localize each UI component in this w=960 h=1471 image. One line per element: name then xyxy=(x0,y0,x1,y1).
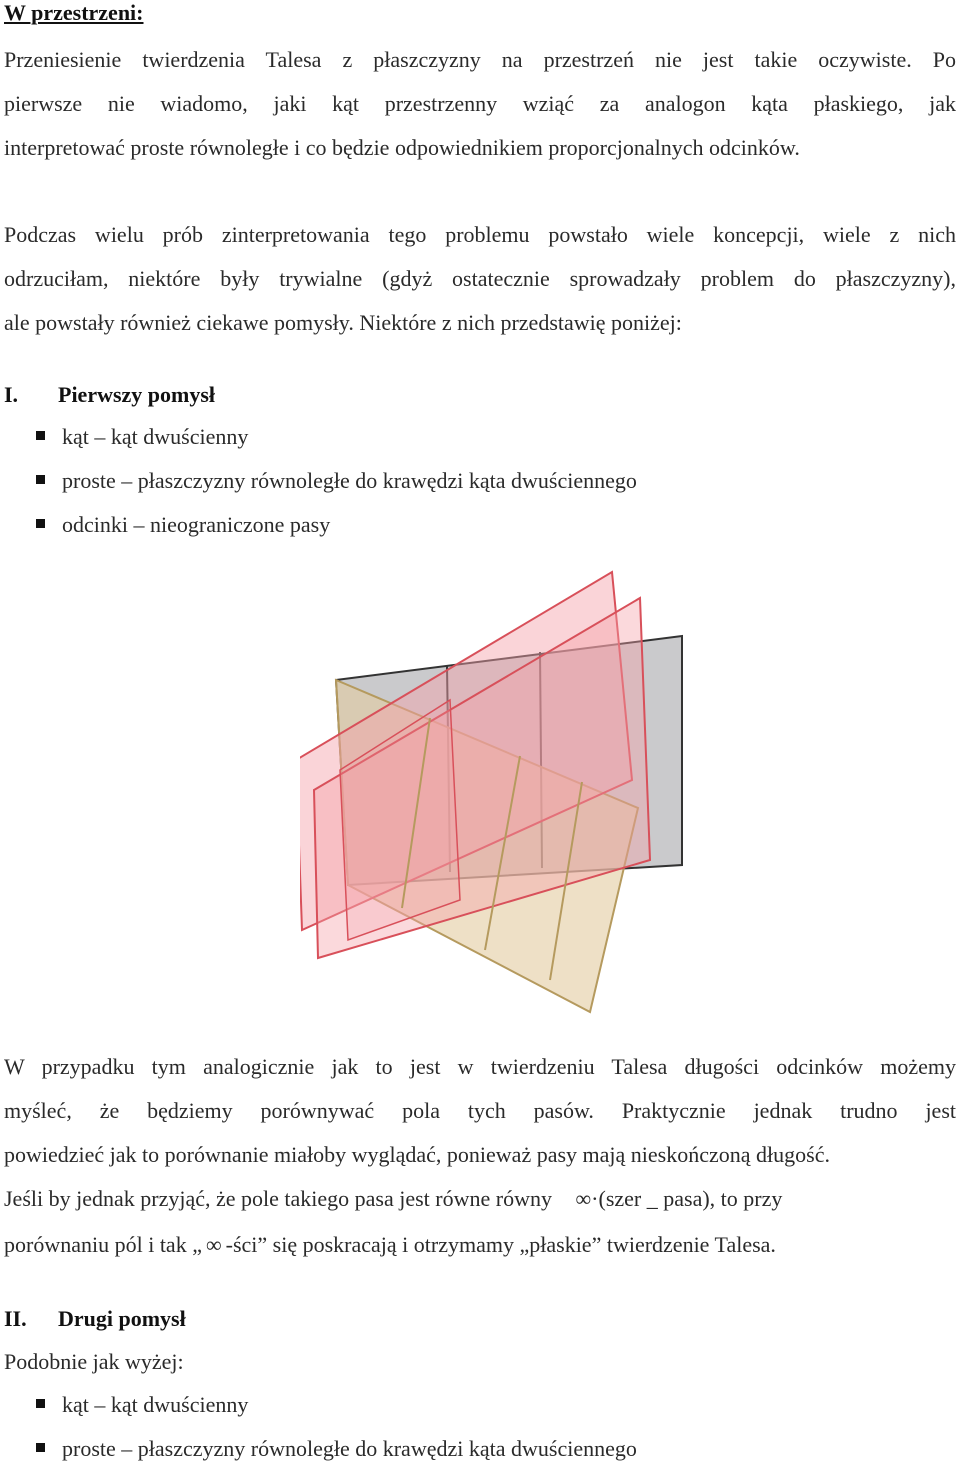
text-line: interpretować proste równoległe i co będzie odpowiednikiem proporcjonalnych odcinków. xyxy=(4,135,800,160)
section-first-idea xyxy=(4,382,215,408)
text-line: ale powstały również ciekawe pomysły. Niektóre z nich przedstawię poniżej: xyxy=(4,310,682,335)
bullet-square-icon xyxy=(36,1443,45,1452)
second-idea-list xyxy=(36,1383,637,1471)
section-heading: W przestrzeni: xyxy=(4,0,144,25)
text-line: powiedzieć jak to porównanie miałoby wyglądać, ponieważ pasy mają nieskończoną długość. xyxy=(4,1142,830,1167)
section-number: I. xyxy=(4,382,19,407)
dihedral-planes-figure xyxy=(300,560,740,1030)
text-line: Podczas wielu prób zinterpretowania tego problemu powstało wiele koncepcji, wiele z nich xyxy=(4,222,956,247)
bullet-square-icon xyxy=(36,1399,45,1408)
text-line: pierwsze nie wiadomo, jaki kąt przestrzenny wziąć za analogon kąta płaskiego, jak xyxy=(4,91,956,116)
intro-line: Podobnie jak wyżej: xyxy=(4,1349,184,1374)
bullet-square-icon xyxy=(36,431,45,440)
text-line: Jeśli by jednak przyjąć, że pole takiego pasa jest równe równy ∞·(szer _ pasa), to przy xyxy=(4,1186,783,1211)
text-line: W przypadku tym analogicznie jak to jest w twierdzeniu Talesa długości odcinków możemy xyxy=(4,1054,956,1079)
section-number: II. xyxy=(4,1306,27,1331)
list-item: kąt – kąt dwuścienny xyxy=(36,415,637,459)
comparison-paragraph xyxy=(4,1045,956,1267)
list-item: proste – płaszczyzny równoległe do krawędzi kąta dwuściennego xyxy=(36,459,637,503)
concepts-paragraph xyxy=(4,213,956,345)
bullet-square-icon xyxy=(36,519,45,528)
intro-paragraph xyxy=(4,38,956,170)
text-line: odrzuciłam, niektóre były trywialne (gdyż ostatecznie sprowadzały problem do płaszczyzny), xyxy=(4,266,956,291)
section-title: Pierwszy pomysł xyxy=(58,382,216,407)
text-line: porównaniu pól i tak „ ∞ -ści” się poskracają i otrzymamy „płaskie” twierdzenie Talesa. xyxy=(4,1232,776,1257)
section-second-idea xyxy=(4,1306,186,1332)
list-item: kąt – kąt dwuścienny xyxy=(36,1383,637,1427)
formula: ∞·(szer _ pasa) xyxy=(575,1186,710,1211)
first-idea-list xyxy=(36,415,637,547)
list-item: odcinki – nieograniczone pasy xyxy=(36,503,637,547)
infinity-symbol: ∞ xyxy=(205,1232,222,1257)
text-line: Przeniesienie twierdzenia Talesa z płaszczyzny na przestrzeń nie jest takie oczywiste. Po xyxy=(4,47,956,72)
text-line: myśleć, że będziemy porównywać pola tych pasów. Praktycznie jednak trudno jest xyxy=(4,1098,956,1123)
bullet-square-icon xyxy=(36,475,45,484)
section-title: Drugi pomysł xyxy=(58,1306,186,1331)
list-item: proste – płaszczyzny równoległe do krawędzi kąta dwuściennego xyxy=(36,1427,637,1471)
